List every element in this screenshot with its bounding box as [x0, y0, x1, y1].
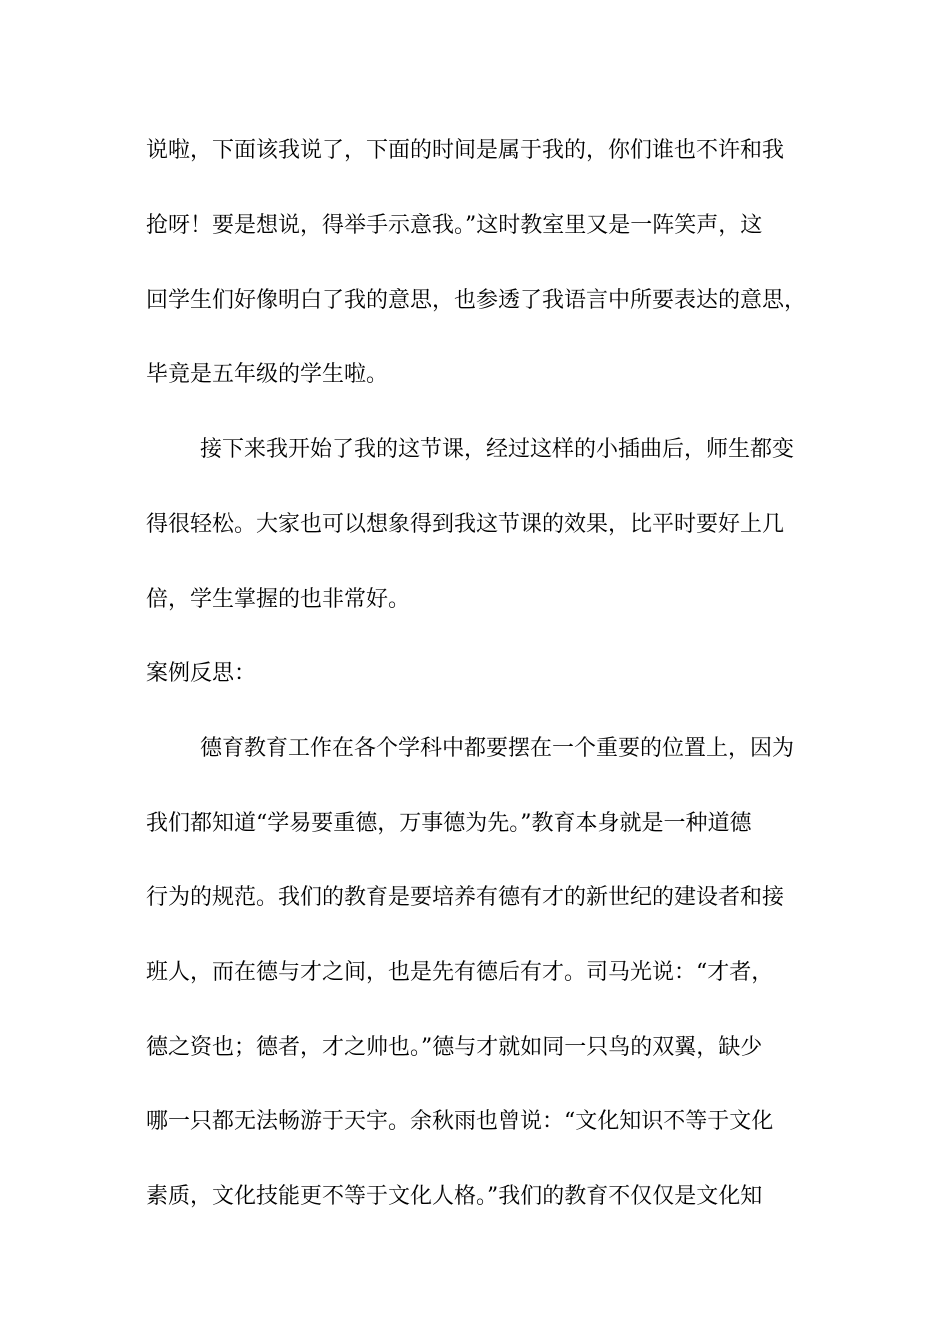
paragraph-line: 素质，文化技能更不等于文化人格。”我们的教育不仅仅是文化知	[146, 1184, 763, 1209]
paragraph-line: 德育教育工作在各个学科中都要摆在一个重要的位置上，因为	[200, 736, 795, 761]
paragraph-line: 德之资也；德者，才之帅也。”德与才就如同一只鸟的双翼，缺少	[146, 1035, 763, 1060]
paragraph-line: 我们都知道“学易要重德，万事德为先。”教育本身就是一种道德	[146, 811, 752, 836]
paragraph-line: 接下来我开始了我的这节课，经过这样的小插曲后，师生都变	[200, 437, 795, 462]
section-heading: 案例反思：	[146, 661, 257, 686]
paragraph-line: 行为的规范。我们的教育是要培养有德有才的新世纪的建设者和接	[146, 885, 785, 910]
paragraph-line: 倍，学生掌握的也非常好。	[146, 587, 411, 612]
paragraph-line: 说啦，下面该我说了，下面的时间是属于我的，你们谁也不许和我	[146, 138, 785, 163]
paragraph-line: 得很轻松。大家也可以想象得到我这节课的效果，比平时要好上几	[146, 512, 785, 537]
paragraph-line: 毕竟是五年级的学生啦。	[146, 362, 389, 387]
paragraph-line: 哪一只都无法畅游于天宇。余秋雨也曾说：“文化知识不等于文化	[146, 1109, 774, 1134]
paragraph-line: 回学生们好像明白了我的意思，也参透了我语言中所要表达的意思，	[146, 288, 806, 313]
paragraph-line: 抢呀！要是想说，得举手示意我。”这时教室里又是一阵笑声，这	[146, 213, 763, 238]
paragraph-line: 班人，而在德与才之间，也是先有德后有才。司马光说：“才者，	[146, 960, 774, 985]
